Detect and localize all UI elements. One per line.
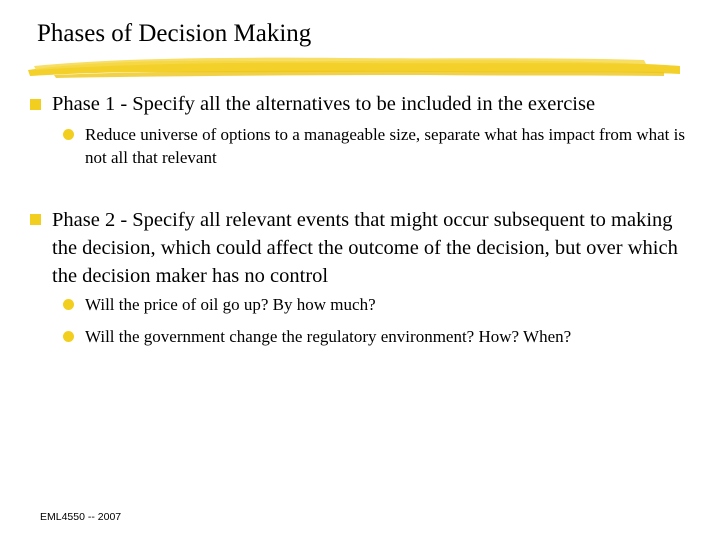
footer-label: EML4550 -- 2007 xyxy=(40,511,122,523)
phase-2-bullet xyxy=(30,214,41,225)
slide-title: Phases of Decision Making xyxy=(37,20,312,47)
phase-2-text: Phase 2 - Specify all relevant events that might occur subsequent to making the decision, which could affect the outcome of the decision, but over which the decision maker has no control xyxy=(52,209,678,287)
phase-2-subpoint-1-text: Will the price of oil go up? By how much? xyxy=(85,295,376,314)
phase-2-subpoint-2-bullet xyxy=(63,331,74,342)
phase-1-subpoint-1-bullet xyxy=(63,129,74,140)
phase-2-subpoint-1-bullet xyxy=(63,299,74,310)
phase-2-subpoint-2-text: Will the government change the regulatory environment? How? When? xyxy=(85,327,572,346)
phase-1-text: Phase 1 - Specify all the alternatives to be included in the exercise xyxy=(52,93,596,115)
phase-1-subpoint-1-text: Reduce universe of options to a manageable size, separate what has impact from what is not all that relevant xyxy=(85,125,685,167)
title-underline-brushstroke xyxy=(24,52,684,82)
phase-1-bullet xyxy=(30,99,41,110)
